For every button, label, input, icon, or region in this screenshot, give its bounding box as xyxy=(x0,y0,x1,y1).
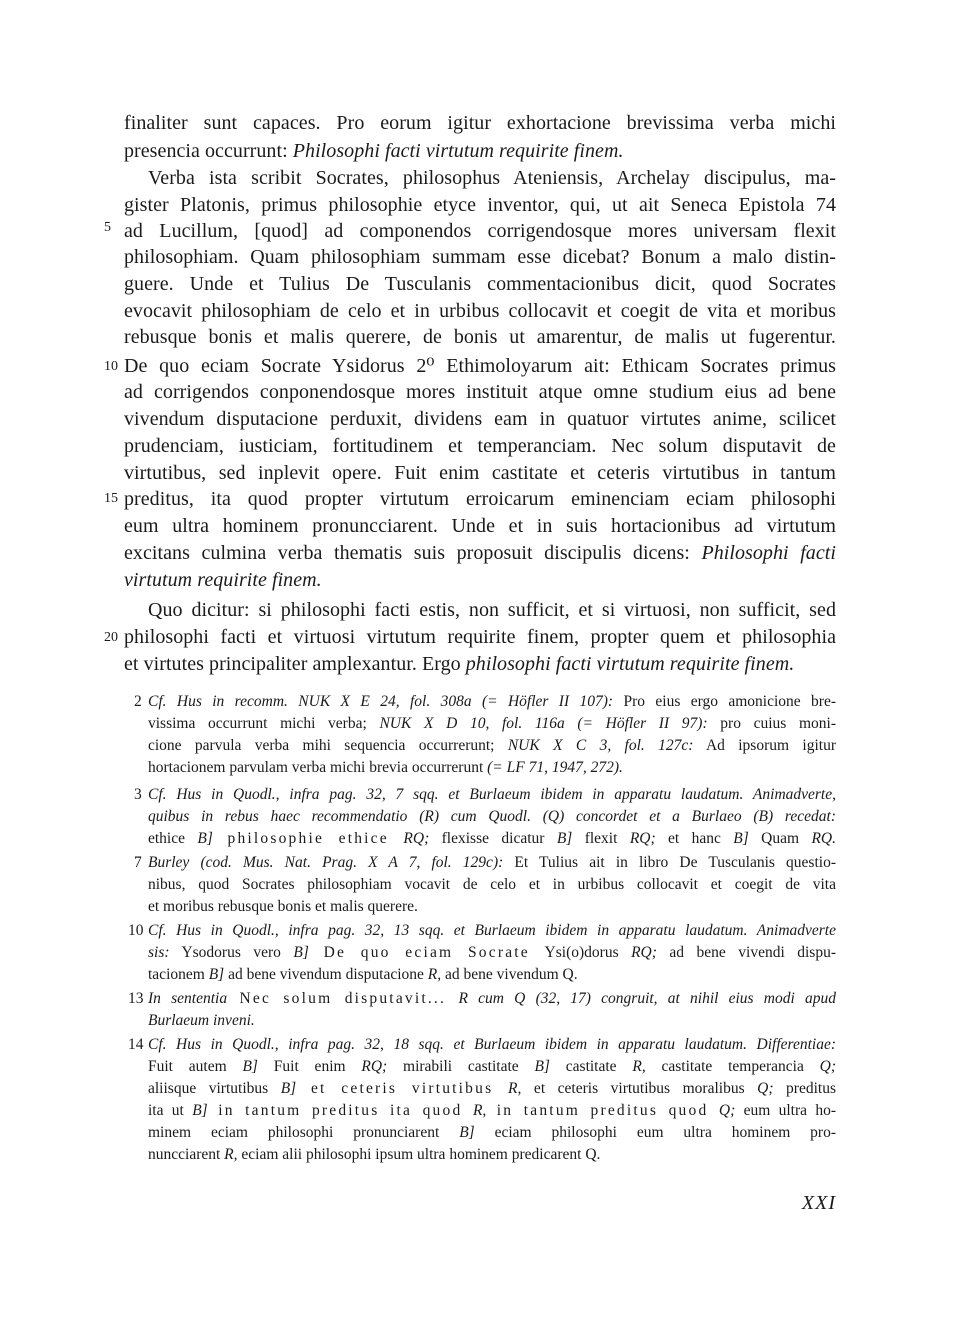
text-line xyxy=(124,568,836,592)
text-span: pro cuius moni- xyxy=(707,715,837,732)
text-span: ad bene vivendum Q. xyxy=(441,966,578,983)
text-line: philosophiam. Quam philosophiam summam esse dicebat? Bonum a malo distin- xyxy=(124,246,836,268)
text-line: philosophi facti et virtuosi virtutum requirite finem, propter quem et philosophia xyxy=(124,626,836,648)
footnote-line xyxy=(148,964,836,986)
footnote-line xyxy=(148,757,836,779)
siglum: R, xyxy=(427,966,442,983)
text-span: aliisque virtutibus xyxy=(148,1080,281,1097)
footnote-line xyxy=(148,828,836,850)
text-line: virtutibus, sed inplevit opere. Fuit enim castitate et ceteris virtutibus in tantum xyxy=(124,462,836,484)
text-line: finaliter sunt capaces. Pro eorum igitur exhortacione brevissima verba michi xyxy=(124,112,836,134)
text-span: ad bene vivendum disputacione xyxy=(224,966,428,983)
text-span: Fuit enim xyxy=(257,1058,362,1075)
text-span: Ysi(o)dorus xyxy=(544,944,632,961)
theme-quote: virtutum requirite finem. xyxy=(124,569,322,591)
text-line: rebusque bonis et malis querere, de bonis ut amarentur, de malis ut fugerentur. xyxy=(124,326,836,348)
text-span: et ceteris virtutibus xyxy=(296,1080,509,1097)
text-span: et virtutes principaliter amplexantur. Ergo xyxy=(124,653,466,675)
text-span: hortacionem parvulam verba michi brevia occurrerunt xyxy=(148,759,488,776)
text-line: eum ultra hominem pronuncciarent. Unde et in suis hortacionibus ad virtutum xyxy=(124,515,836,537)
footnote-line xyxy=(148,942,836,964)
text-line: Quo dicitur: si philosophi facti estis, non sufficit, et si virtuosi, non sufficit, sed xyxy=(148,599,836,621)
text-span: Et Tulius ait in libro De Tusculanis questio- xyxy=(503,854,836,871)
siglum: B] xyxy=(242,1058,258,1075)
text-span: Fuit autem xyxy=(148,1058,243,1075)
text-line: preditus, ita quod propter virtutum erroicarum eminenciam eciam philosophi xyxy=(124,488,836,510)
citation: R cum Q (32, 17) congruit, at nihil eius modi apud xyxy=(458,990,836,1007)
text-span: presencia occurrunt: xyxy=(124,140,293,162)
footnote-number: 10 xyxy=(128,922,144,939)
text-line xyxy=(124,541,836,565)
page-number: XXI xyxy=(801,1192,836,1214)
footnote-2 xyxy=(134,691,836,713)
text-span: Ysodorus vero xyxy=(169,944,294,961)
footnote-line xyxy=(148,1122,836,1144)
siglum: B] xyxy=(197,830,213,847)
text-line: prudenciam, iusticiam, fortitudinem et temperanciam. Nec solum disputavit de xyxy=(124,435,836,457)
siglum: B] xyxy=(733,830,749,847)
text-line: gister Platonis, primus philosophie etyce inventor, qui, ut ait Seneca Epistola 74 xyxy=(124,194,836,216)
text-line: guere. Unde et Tulius De Tusculanis commentacionibus dicit, quod Socrates xyxy=(124,273,836,295)
citation: Burley (cod. Mus. Nat. Prag. X A 7, fol. 129c): xyxy=(148,854,504,871)
text-span: philosophie ethice xyxy=(212,830,404,847)
theme-quote: philosophi facti virtutum requirite finem. xyxy=(465,653,795,675)
siglum: RQ; xyxy=(403,830,430,847)
footnote-line xyxy=(148,1010,836,1032)
text-span: Ad ipsorum igitur xyxy=(693,737,836,754)
citation: NUK X C 3, fol. 127c: xyxy=(507,737,694,754)
siglum: B] xyxy=(459,1124,475,1141)
theme-quote: Philosophi facti xyxy=(701,542,836,564)
text-span: ita ut xyxy=(148,1102,193,1119)
siglum: B] xyxy=(192,1102,208,1119)
citation: sis: xyxy=(148,944,170,961)
footnote-7 xyxy=(134,852,836,874)
text-line: De quo eciam Socrate Ysidorus 2⁰ Ethimoloyarum ait: Ethicam Socrates primus xyxy=(124,355,836,377)
siglum: B] xyxy=(208,966,225,983)
text-span: Nec solum disputavit... xyxy=(227,990,459,1007)
citation: Cf. Hus in Quodl., infra pag. 32, 13 sqq. et Burlaeum ibidem in apparatu laudatum. Animadverte xyxy=(148,922,836,939)
siglum: R, xyxy=(224,1146,238,1163)
line-number: 5 xyxy=(104,220,111,235)
footnote-line: nibus, quod Socrates philosophiam vocavit de celo et in urbibus collocavit et coegit de vita xyxy=(148,876,836,893)
footnote-line xyxy=(148,1056,836,1078)
siglum: B] xyxy=(280,1080,297,1097)
text-line: Verba ista scribit Socrates, philosophus Ateniensis, Archelay discipulus, ma- xyxy=(148,167,836,189)
text-span: eciam philosophi eum ultra hominem pro- xyxy=(474,1124,837,1141)
text-span: cione parvula verba mihi sequencia occurrerunt; xyxy=(148,737,508,754)
siglum: R, xyxy=(508,1080,522,1097)
text-span: mirabili castitate xyxy=(387,1058,535,1075)
text-span: et hanc xyxy=(655,830,734,847)
citation: Burlaeum inveni. xyxy=(148,1012,255,1029)
text-span: Pro eius ergo amonicione bre- xyxy=(613,693,836,710)
footnote-10 xyxy=(128,920,836,942)
citation: NUK X D 10, fol. 116a (= Höfler II 97): xyxy=(379,715,708,732)
footnote-number: 2 xyxy=(134,693,142,710)
footnote-line xyxy=(148,735,836,757)
citation: Cf. Hus in Quodl., infra pag. 32, 7 sqq. et Burlaeum ibidem in apparatu laudatum. Animadverte, xyxy=(148,786,836,803)
footnote-number: 13 xyxy=(128,990,144,1007)
text-line: vivendum disputacione perduxit, dividens eam in quatuor virtutes anime, scilicet xyxy=(124,408,836,430)
text-span: vissima occurrunt michi verba; xyxy=(148,715,380,732)
citation: Cf. Hus in recomm. NUK X E 24, fol. 308a (= Höfler II 107): xyxy=(148,693,614,710)
citation: quibus in rebus haec recommendatio (R) cum Quodl. (Q) concordet et a Burlaeo (B) recedat: xyxy=(148,808,836,825)
siglum: R, xyxy=(472,1102,487,1119)
siglum: Q; xyxy=(718,1102,736,1119)
line-number: 15 xyxy=(104,491,118,506)
siglum: B] xyxy=(534,1058,550,1075)
siglum: Q; xyxy=(819,1058,836,1075)
citation: In sententia xyxy=(148,990,228,1007)
siglum: Q; xyxy=(757,1080,774,1097)
text-span: tacionem xyxy=(148,966,209,983)
footnote-line xyxy=(148,1144,836,1166)
footnote-number: 14 xyxy=(128,1036,144,1053)
siglum: B] xyxy=(556,830,573,847)
theme-quote: Philosophi facti virtutum requirite finem. xyxy=(292,140,624,162)
siglum: B] xyxy=(293,944,309,961)
siglum: RQ; xyxy=(361,1058,388,1075)
footnote-line xyxy=(148,806,836,828)
text-span: castitate temperancia xyxy=(645,1058,820,1075)
footnote-line xyxy=(148,1078,836,1100)
citation: (= LF 71, 1947, 272). xyxy=(487,759,623,776)
footnote-line: et moribus rebusque bonis et malis querere. xyxy=(148,898,418,915)
text-line: ad Lucillum, [quod] ad componendos corrigendosque mores universam flexit xyxy=(124,220,836,242)
text-line xyxy=(124,139,836,163)
siglum: R, xyxy=(632,1058,646,1075)
text-span: castitate xyxy=(549,1058,633,1075)
text-span: ad bene vivendi dispu- xyxy=(656,944,837,961)
citation: Cf. Hus in Quodl., infra pag. 32, 18 sqq. et Burlaeum ibidem in apparatu laudatum. Differentiae: xyxy=(148,1036,836,1053)
text-line: ad corrigendos conponendosque mores instituit atque omne studium eius ad bene xyxy=(124,381,836,403)
text-span: eciam alii philosophi ipsum ultra hominem predicarent Q. xyxy=(237,1146,601,1163)
text-span: flexisse dicatur xyxy=(429,830,557,847)
footnote-13 xyxy=(128,988,836,1010)
text-span: ethice xyxy=(148,830,198,847)
line-number: 20 xyxy=(104,630,118,645)
siglum: RQ; xyxy=(629,830,656,847)
footnote-number: 7 xyxy=(134,854,142,871)
text-span: eum ultra ho- xyxy=(735,1102,836,1119)
text-line: evocavit philosophiam de celo et in urbibus collocavit et coegit de vita et moribus xyxy=(124,300,836,322)
text-span: in tantum preditus ita quod xyxy=(207,1102,473,1119)
text-span: minem eciam philosophi pronunciarent xyxy=(148,1124,460,1141)
text-span: preditus xyxy=(773,1080,836,1097)
text-span: in tantum preditus quod xyxy=(486,1102,719,1119)
footnote-line xyxy=(148,1100,836,1122)
text-span: et ceteris virtutibus moralibus xyxy=(521,1080,758,1097)
text-line xyxy=(124,652,836,676)
footnote-3 xyxy=(134,784,836,806)
footnote-number: 3 xyxy=(134,786,142,803)
text-span: nuncciarent xyxy=(148,1146,225,1163)
text-span: flexit xyxy=(572,830,630,847)
line-number: 10 xyxy=(104,359,118,374)
text-span: Quam xyxy=(748,830,812,847)
siglum: RQ; xyxy=(631,944,657,961)
siglum: RQ. xyxy=(811,830,836,847)
text-span: De quo eciam Socrate xyxy=(308,944,545,961)
footnote-14 xyxy=(128,1034,836,1056)
footnote-line xyxy=(148,713,836,735)
text-span: excitans culmina verba thematis suis proposuit discipulis dicens: xyxy=(124,542,702,564)
